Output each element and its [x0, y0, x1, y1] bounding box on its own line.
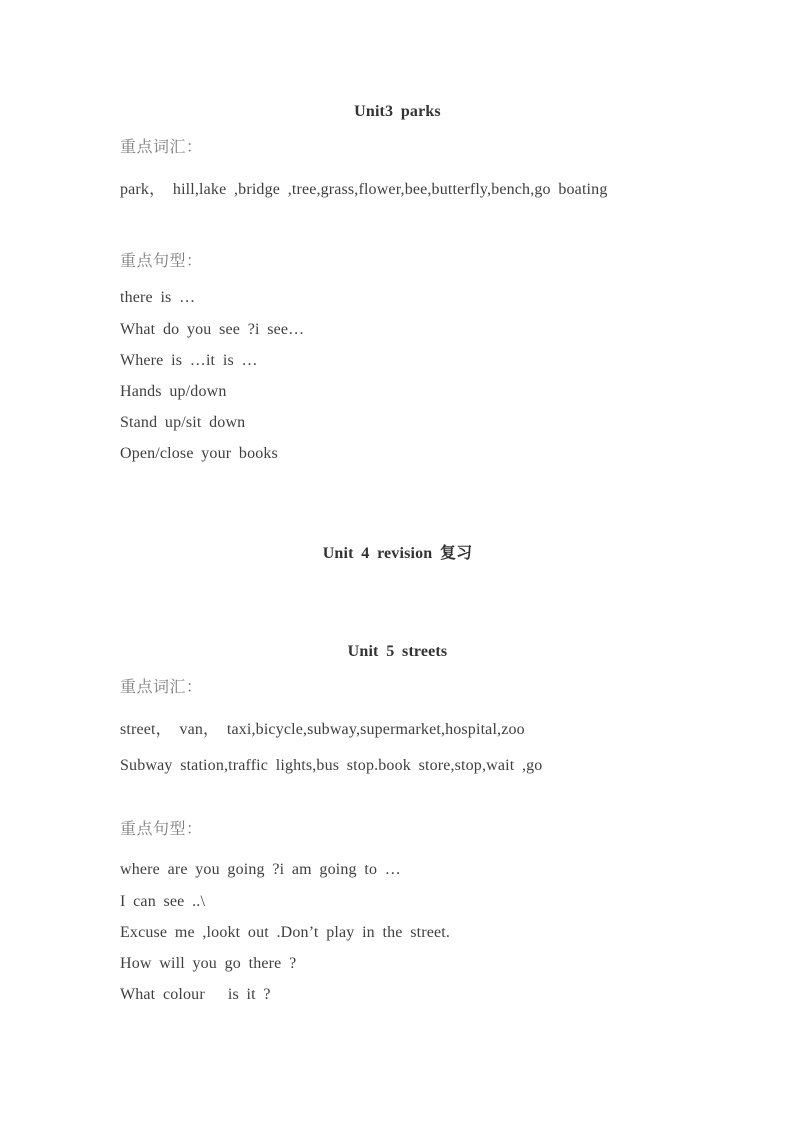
- unit5-patterns-heading: 重点句型：: [120, 821, 203, 838]
- document-body: [0, 102, 793, 1005]
- unit5-sentence-2: I can see ..\: [120, 893, 206, 910]
- unit3-sentence-3: Where is …it is …: [120, 352, 258, 369]
- unit5-vocab-line-1: street， van， taxi,bicycle,subway,supermarket,hospital,zoo: [120, 721, 525, 738]
- unit3-sentence-2: What do you see ?i see…: [120, 321, 305, 338]
- unit3-sentence-1: there is …: [120, 289, 196, 306]
- unit3-vocab-line: park， hill,lake ,bridge ,tree,grass,flower,bee,butterfly,bench,go boating: [120, 181, 608, 198]
- unit3-sentence-4: Hands up/down: [120, 383, 227, 400]
- unit4-title: Unit 4 revision 复习: [322, 545, 473, 562]
- unit5-sentence-3: Excuse me ,lookt out .Don’t play in the street.: [120, 924, 450, 941]
- unit5-sentence-5: What colour is it ?: [120, 986, 271, 1003]
- unit3-sentence-5: Stand up/sit down: [120, 414, 246, 431]
- unit5-vocab-line-2: Subway station,traffic lights,bus stop.book store,stop,wait ,go: [120, 757, 543, 774]
- unit3-vocab-heading: 重点词汇：: [120, 139, 203, 156]
- unit5-sentence-1: where are you going ?i am going to …: [120, 861, 401, 878]
- unit5-vocab-heading: 重点词汇：: [120, 679, 203, 696]
- unit5-title: Unit 5 streets: [347, 643, 448, 660]
- unit3-sentence-6: Open/close your books: [120, 445, 278, 462]
- unit3-patterns-heading: 重点句型：: [120, 253, 203, 270]
- unit3-title: Unit3 parks: [354, 103, 441, 120]
- unit5-sentence-4: How will you go there ?: [120, 955, 297, 972]
